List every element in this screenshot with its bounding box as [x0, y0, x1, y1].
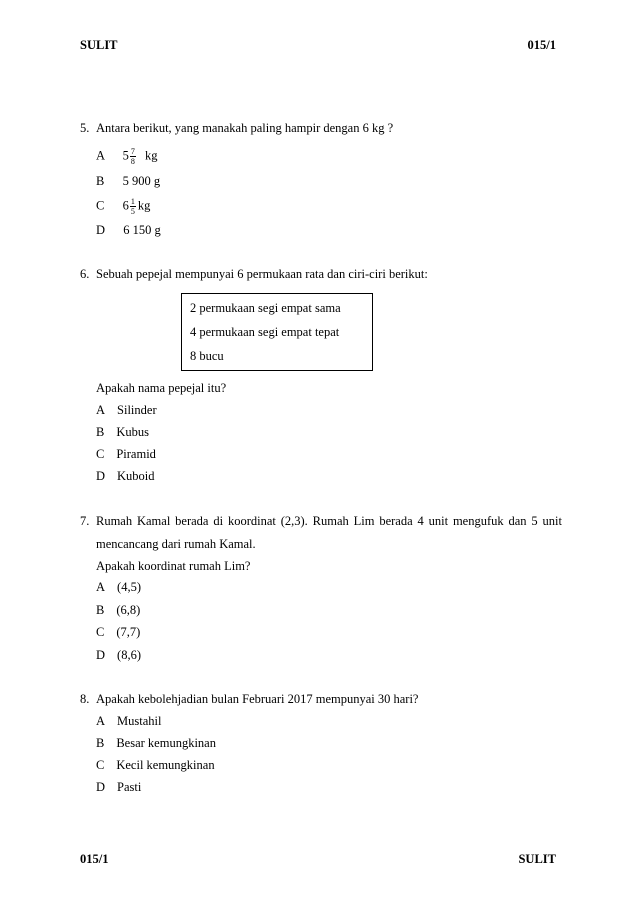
fraction-numerator: 1	[130, 197, 135, 206]
option-text: Piramid	[116, 447, 156, 461]
option-letter: A	[96, 714, 106, 728]
question-prompt: Apakah koordinat rumah Lim?	[96, 559, 251, 573]
option-text: (6,8)	[116, 603, 141, 617]
option-d	[96, 648, 141, 663]
option-text: (8,6)	[117, 648, 141, 662]
option-letter: D	[96, 780, 106, 794]
question-text-line-2: mencancang dari rumah Kamal.	[96, 537, 256, 551]
option-text: Kuboid	[117, 469, 155, 483]
option-c	[96, 447, 156, 462]
option-letter: A	[96, 403, 106, 417]
fraction	[130, 147, 136, 166]
option-letter: B	[96, 174, 105, 188]
question-prompt: Apakah nama pepejal itu?	[96, 381, 227, 395]
mixed-number-whole: 6	[122, 198, 129, 213]
option-text: 5 900 g	[122, 174, 161, 188]
option-a	[96, 403, 157, 418]
question-text: Apakah kebolehjadian bulan Februari 2017 mempunyai 30 hari?	[96, 692, 419, 706]
option-b	[96, 736, 216, 751]
question-text-line-1: Rumah Kamal berada di koordinat (2,3). Rumah Lim berada 4 unit mengufuk dan 5 unit	[96, 514, 562, 528]
option-letter: C	[96, 758, 105, 772]
option-text: Kubus	[116, 425, 149, 439]
unit: kg	[137, 198, 151, 213]
option-b	[96, 425, 149, 440]
option-letter: A	[96, 580, 106, 594]
option-text: 6 150 g	[123, 223, 161, 237]
option-d	[96, 223, 161, 238]
option-letter: C	[96, 447, 105, 461]
option-text: (7,7)	[116, 625, 141, 639]
option-text: (4,5)	[117, 580, 141, 594]
mixed-number-whole: 5	[122, 148, 129, 163]
info-box-line: 4 permukaan segi empat tepat	[190, 325, 340, 339]
info-box-line: 8 bucu	[190, 349, 224, 363]
question-number: 6.	[80, 267, 90, 281]
option-a	[96, 714, 161, 729]
unit: kg	[144, 148, 158, 163]
option-letter: B	[96, 603, 105, 617]
option-letter: C	[96, 625, 105, 639]
option-letter: D	[96, 223, 106, 237]
option-a	[96, 580, 141, 595]
option-text: Mustahil	[117, 714, 162, 728]
footer-left: 015/1	[80, 852, 109, 866]
question-number: 8.	[80, 692, 90, 706]
option-text: Kecil kemungkinan	[116, 758, 215, 772]
option-b	[96, 174, 160, 189]
question-text: Sebuah pepejal mempunyai 6 permukaan rata dan ciri-ciri berikut:	[96, 267, 428, 281]
option-a	[96, 147, 157, 166]
footer-right: SULIT	[518, 852, 556, 866]
option-text: Pasti	[117, 780, 142, 794]
option-letter: D	[96, 469, 106, 483]
fraction-denominator: 8	[130, 157, 135, 166]
option-letter: B	[96, 425, 105, 439]
option-text: Besar kemungkinan	[116, 736, 216, 750]
option-letter: B	[96, 736, 105, 750]
fraction-numerator: 7	[130, 147, 135, 156]
option-c	[96, 758, 215, 773]
fraction-denominator: 5	[130, 207, 135, 216]
option-text: Silinder	[117, 403, 157, 417]
question-text: Antara berikut, yang manakah paling hampir dengan 6 kg ?	[96, 121, 394, 135]
fraction	[130, 197, 136, 216]
option-d	[96, 469, 155, 484]
question-number: 5.	[80, 121, 90, 135]
option-c	[96, 197, 150, 216]
option-letter: C	[96, 198, 105, 213]
question-number: 7.	[80, 514, 90, 528]
header-right: 015/1	[527, 38, 556, 52]
option-letter: A	[96, 148, 105, 163]
option-letter: D	[96, 648, 106, 662]
option-b	[96, 603, 140, 618]
option-d	[96, 780, 141, 795]
header-left: SULIT	[80, 38, 118, 52]
info-box-line: 2 permukaan segi empat sama	[190, 301, 341, 315]
option-c	[96, 625, 140, 640]
